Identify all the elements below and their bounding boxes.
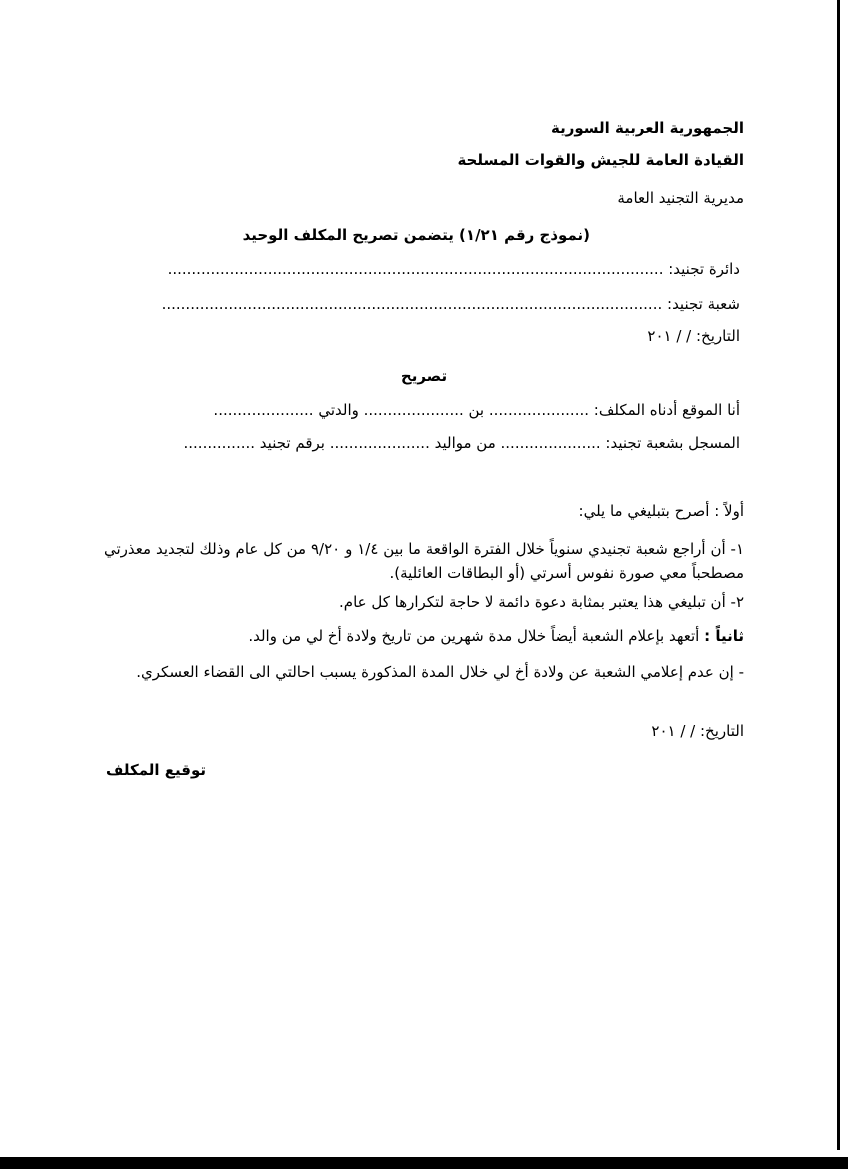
field-branch: شعبة تجنيد: ......................................................................................................... — [161, 295, 740, 313]
scan-edge-line — [837, 0, 840, 1150]
field-circle: دائرة تجنيد: ........................................................................................................ — [167, 260, 740, 278]
second-text: أتعهد بإعلام الشعبة أيضاً خلال مدة شهرين من تاريخ ولادة أخ لي من والد. — [248, 627, 700, 645]
first-item-1: ١- أن أراجع شعبة تجنيدي سنوياً خلال الفترة الواقعة ما بين ١/٤ و ٩/٢٠ من كل عام وذلك لتجديد معذرتي مصطحباً معي صورة نفوس أسرتي (أو البطاقات العائلية). — [104, 540, 744, 582]
second-block — [100, 626, 744, 646]
second-item: - إن عدم إعلامي الشعبة عن ولادة أخ لي خلال المدة المذكورة يسبب احالتي الى القضاء العسكري. — [136, 663, 744, 681]
declaration-line-1: أنا الموقع أدناه المكلف: ..................... بن ..................... والدتي ..................... — [213, 401, 740, 419]
signature-label: توقيع المكلف — [106, 761, 206, 779]
first-item-2: ٢- أن تبليغي هذا يعتبر بمثابة دعوة دائمة لا حاجة لتكرارها كل عام. — [339, 593, 744, 611]
second-heading: ثانياً : — [704, 627, 744, 645]
date-2: التاريخ: / / ٢٠١ — [651, 722, 744, 740]
scan-bottom-bar — [0, 1157, 848, 1169]
header-directorate: مديرية التجنيد العامة — [617, 189, 744, 207]
form-title: (نموذج رقم ١/٢١) يتضمن تصريح المكلف الوحيد — [242, 226, 590, 244]
field-date: التاريخ: / / ٢٠١ — [647, 327, 740, 345]
declaration-line-2: المسجل بشعبة تجنيد: ..................... من مواليد ..................... برقم تجنيد ............... — [183, 434, 740, 452]
header-command: القيادة العامة للجيش والقوات المسلحة — [457, 151, 744, 169]
declaration-title: تصريح — [400, 367, 448, 385]
first-heading: أولاً : أصرح بتبليغي ما يلي: — [578, 502, 744, 520]
header-republic: الجمهورية العربية السورية — [551, 119, 744, 137]
